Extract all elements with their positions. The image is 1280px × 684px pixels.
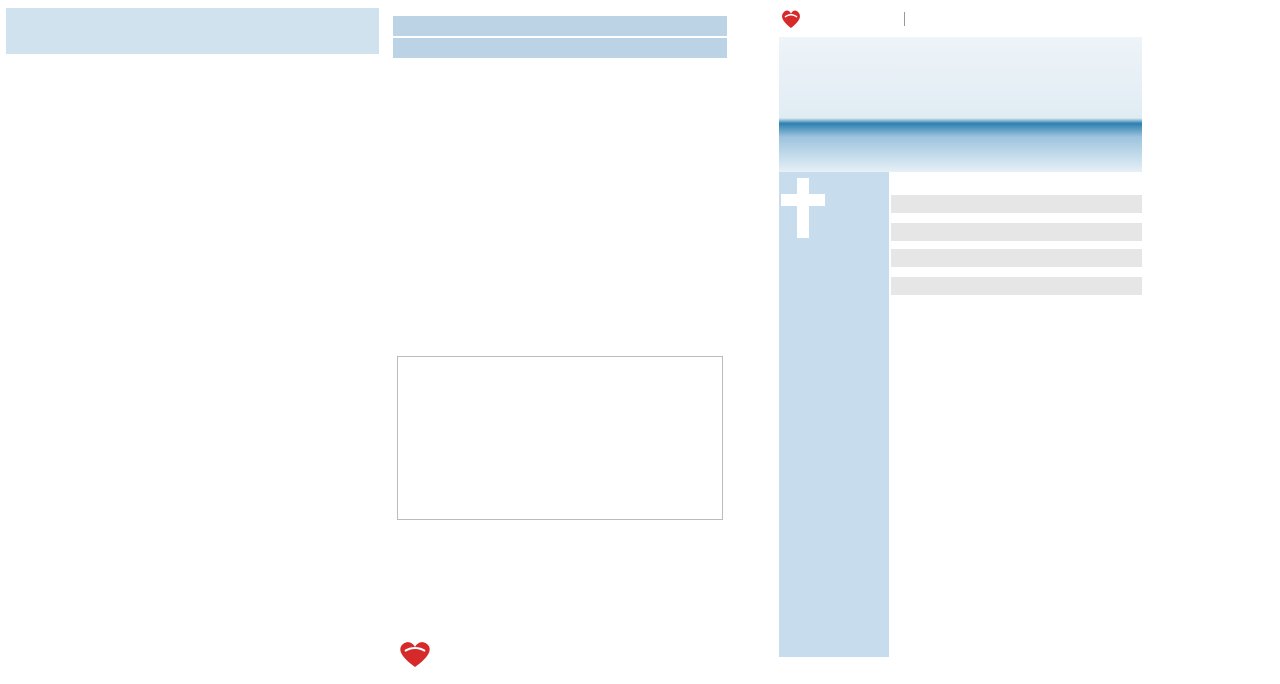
bulletin-cover-column: [760, 0, 1280, 684]
service-section-korean: [891, 195, 1142, 213]
service-section-english: [891, 223, 1142, 241]
cross-icon-bar: [781, 194, 825, 206]
sermon-column: [0, 0, 385, 684]
missions-list: [393, 58, 727, 298]
service-section-wednesday: [891, 277, 1142, 295]
missions-col-3: [570, 63, 656, 298]
prayer-header: [393, 298, 727, 356]
missions-col-2: [485, 63, 571, 298]
service-section-youth: [891, 249, 1142, 267]
missions-col-4: [656, 63, 723, 298]
header-divider: [904, 12, 905, 26]
bulletin-header: [780, 6, 1280, 36]
prayer-list: [397, 356, 723, 520]
missions-heading: [393, 38, 727, 58]
church-logo-icon: [397, 639, 433, 669]
church-footer: [393, 625, 727, 683]
cross-icon: [797, 178, 809, 238]
missions-col-1: [399, 63, 485, 298]
info-column: [393, 0, 727, 684]
church-logo-icon: [780, 9, 802, 29]
worship-schedule-panel: [779, 172, 889, 657]
banner-image: [779, 37, 1142, 172]
order-of-service: [891, 195, 1142, 295]
sermon-title-box: [6, 8, 379, 54]
ministers-heading: [393, 16, 727, 36]
